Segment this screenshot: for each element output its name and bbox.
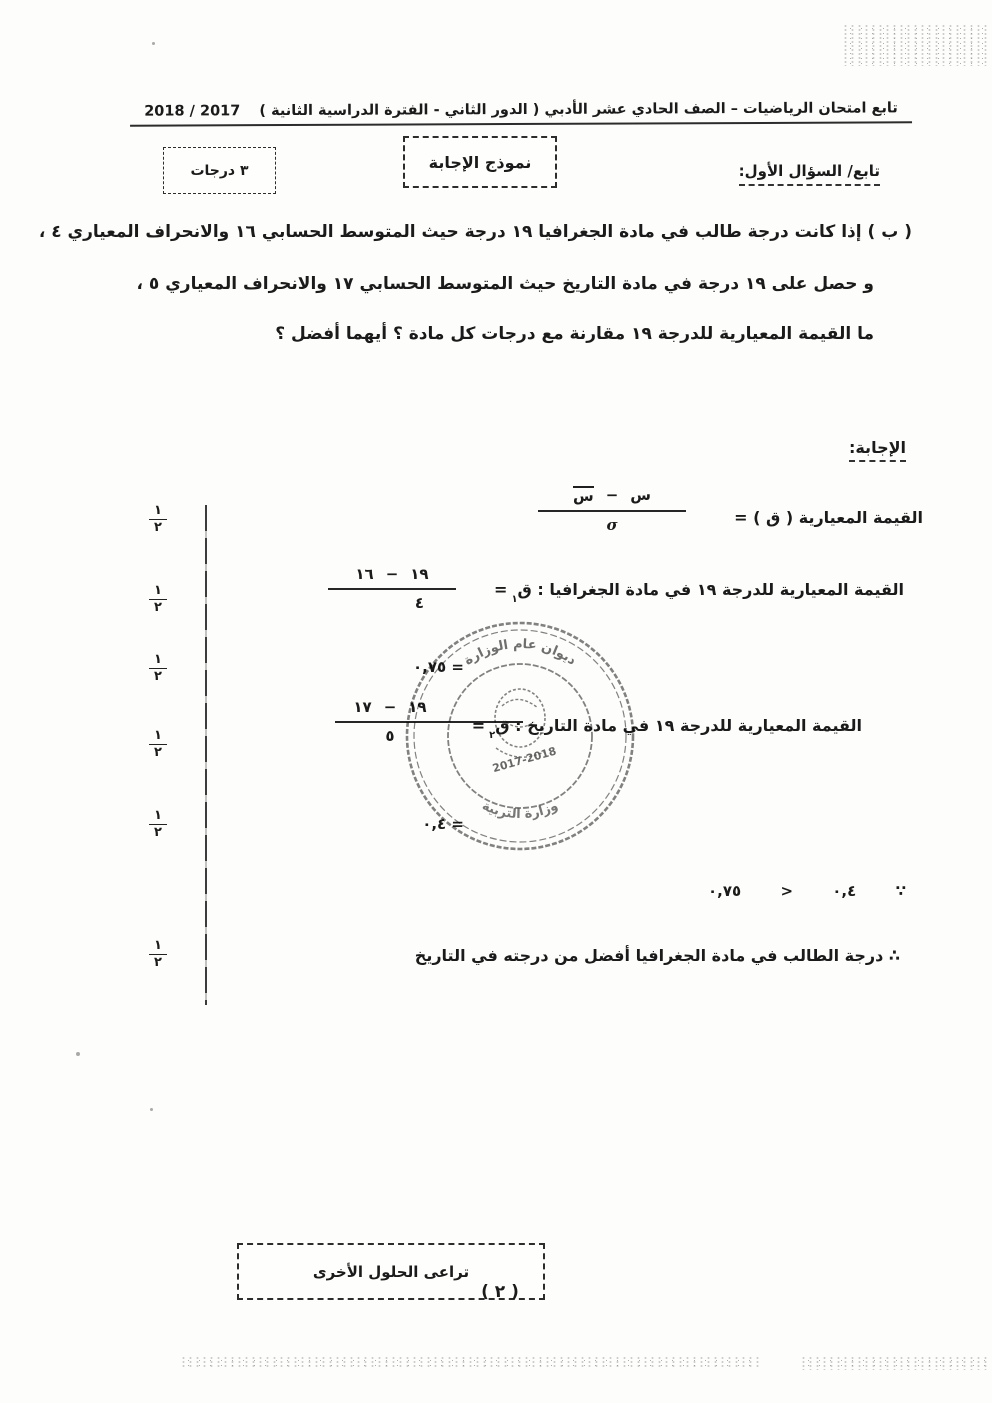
fraction-bar [328, 588, 456, 590]
value-17: ١٧ [353, 698, 372, 716]
step3-label-text: القيمة المعيارية للدرجة ١٩ في مادة التاريخ : ق [495, 716, 862, 735]
question-line-1: ( ب ) إذا كانت درجة طالب في مادة الجغرافيا ١٩ درجة حيث المتوسط الحسابي ١٦ والانحراف المعياري ٤ ، [38, 222, 912, 242]
because-symbol: ∵ [895, 882, 906, 900]
equals-sign: = [494, 580, 508, 599]
half-numerator: ١ [154, 583, 162, 598]
value-4: ٤ [414, 594, 425, 612]
step2-fraction [328, 565, 456, 612]
step3-label [468, 716, 862, 742]
stamp-ring-text-top: ديوان عام الوزارة [461, 636, 579, 669]
minus-sign: − [383, 698, 397, 716]
fraction-bar [335, 721, 523, 723]
x-symbol: س [630, 486, 651, 504]
margin-mark-half [145, 728, 171, 762]
step3-numerator [335, 698, 523, 716]
half-numerator: ١ [154, 652, 162, 667]
half-denominator: ٢ [154, 825, 162, 841]
half-numerator: ١ [154, 808, 162, 823]
half-denominator: ٢ [154, 745, 162, 761]
step2-numerator [328, 565, 456, 583]
half-denominator: ٢ [154, 520, 162, 536]
answer-model-box [403, 136, 557, 188]
conclusion-line: ∴ درجة الطالب في مادة الجغرافيا أفضل من درجته في التاريخ [414, 946, 900, 965]
step2-label [490, 580, 904, 606]
comparison-line [708, 882, 906, 900]
question-line-2: و حصل على ١٩ درجة في مادة التاريخ حيث المتوسط الحسابي ١٧ والانحراف المعياري ٥ ، [136, 274, 874, 294]
half-denominator: ٢ [154, 600, 162, 616]
minus-sign: − [385, 565, 399, 583]
value-5: ٥ [385, 727, 395, 745]
value-16: ١٦ [355, 565, 374, 583]
margin-mark-half [145, 503, 171, 537]
scan-speck [76, 1052, 80, 1056]
equals-sign: = [471, 716, 486, 735]
margin-mark-half [145, 808, 171, 842]
half-numerator: ١ [154, 728, 162, 743]
scan-speck [150, 1108, 153, 1111]
step3-result: = ٠,٤ [422, 815, 464, 833]
page-number: ( ٢ ) [481, 1282, 519, 1302]
answer-model-label: نموذج الإجابة [428, 152, 532, 172]
margin-mark-half [145, 652, 171, 686]
greater-than-sign: > [780, 882, 794, 900]
half-numerator: ١ [154, 503, 162, 518]
fraction-bar [538, 510, 686, 512]
x-bar-symbol: س [573, 487, 594, 505]
sigma-symbol: σ [606, 515, 618, 534]
scan-noise-top-right [842, 24, 990, 66]
half-denominator: ٢ [154, 669, 162, 685]
step2-label-text: القيمة المعيارية للدرجة ١٩ في مادة الجغرافيا : ق [517, 580, 904, 599]
exam-title-text: تابع امتحان الرياضيات – الصف الحادي عشر الأدبي ( الدور الثاني - الفترة الدراسية الثانية ) [259, 100, 898, 120]
half-denominator: ٢ [154, 955, 162, 971]
value-19: ١٩ [410, 565, 429, 583]
step2-result: = ٠,٧٥ [413, 658, 464, 676]
exam-header-title [130, 100, 912, 126]
stamp-ring-text-bottom: وزارة التربية [479, 798, 561, 823]
marks-label: ٣ درجات [190, 162, 249, 179]
margin-mark-half [145, 583, 171, 617]
half-numerator: ١ [154, 938, 162, 953]
margin-divider-line [205, 505, 207, 1005]
step1-fraction [538, 486, 686, 534]
stamp-year-text: 2017-2018 [490, 744, 558, 776]
q1-subscript: ١ [511, 594, 518, 606]
margin-mark-half [145, 938, 171, 972]
minus-sign: − [605, 486, 619, 504]
step3-fraction [335, 698, 523, 745]
marks-box [163, 147, 276, 194]
answer-heading: الإجابة: [849, 438, 906, 462]
question-continue-label: تابع/ السؤال الأول: [739, 162, 880, 186]
step1-label: القيمة المعيارية ( ق ) = [734, 508, 923, 527]
value-19: ١٩ [408, 698, 427, 716]
question-line-3: ما القيمة المعيارية للدرجة ١٩ مقارنة مع درجات كل مادة ؟ أيهما أفضل ؟ [275, 324, 874, 344]
scan-noise-bottom-left [180, 1356, 760, 1368]
value-0-75: ٠,٧٥ [708, 882, 742, 900]
value-0-4: ٠,٤ [832, 882, 857, 900]
step1-numerator [538, 486, 686, 505]
scan-speck [152, 42, 155, 45]
scan-noise-bottom-right [800, 1356, 990, 1370]
q2-subscript: ٢ [489, 730, 496, 742]
exam-year: 2017 / 2018 [144, 103, 241, 120]
other-solutions-note: تراعى الحلول الأخرى [312, 1262, 470, 1281]
